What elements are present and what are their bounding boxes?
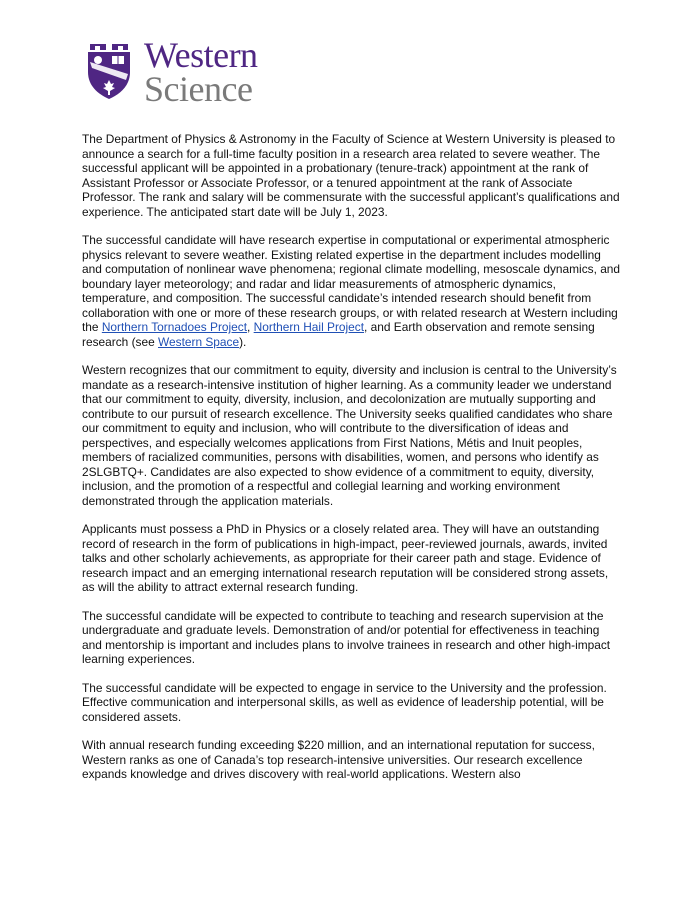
p2-end-text: ).	[239, 334, 247, 349]
paragraph-qualifications: Applicants must possess a PhD in Physics or a closely related area. They will have an outstanding record of research in the form of publications in high-impact, peer-reviewed journals, awards, invited talks and other scholarly achievements, as appropriate for their career path and stage. Evidence of research impact and an emerging international research reputation will be considered strong assets, as will the ability to attract external research funding.	[82, 522, 609, 594]
job-posting-body	[82, 132, 622, 796]
western-science-logo	[84, 35, 284, 109]
p2-separator: ,	[247, 320, 254, 334]
p2-text: The successful candidate will have research expertise in computational or experimental atmospheric physics relevant to severe weather. Existing related expertise in the department includes modelling and computation of nonlinear wave phenomena; regional climate modelling, mesoscale dynamics, and boundary layer meteorology; and radar and lidar measurements of atmospheric dynamics, temperature, and composition. The successful candidate’s intended research should benefit from collaboration with one or more of these research groups, or with related research at Western including the	[82, 233, 621, 334]
logo-western-text: Western	[144, 35, 258, 75]
logo-wordmark	[144, 35, 258, 109]
paragraph-research-funding: With annual research funding exceeding $220 million, and an international reputation for success, Western ranks as one of Canada’s top research-intensive universities. Our research excellence expands knowledge and drives discovery with real-world applications. Western also	[82, 738, 595, 781]
logo-science-text: Science	[144, 69, 253, 109]
p2-mid-text: , and Earth observation and remote sensing research (see	[82, 320, 595, 349]
paragraph-service: The successful candidate will be expected to engage in service to the University and the profession. Effective communication and interpersonal skills, as well as evidence of leadership potential, will be considered assets.	[82, 680, 607, 724]
link-western-space[interactable]: Western Space	[158, 334, 240, 349]
paragraph-equity-diversity: Western recognizes that our commitment to equity, diversity and inclusion is central to the University’s mandate as a research-intensive institution of higher learning. As a community leader we understand that our commitment to equity, diversity, inclusion, and decolonization are mutually supporting and contribute to our pursuit of research excellence. The University seeks qualified candidates who share our commitment to equity and inclusion, who will contribute to the diversification of ideas and perspectives, and especially welcomes applications from First Nations, Métis and Inuit peoples, members of racialized communities, persons with disabilities, women, and persons who identify as 2SLGBTQ+. Candidates are also expected to show evidence of a commitment to equity, diversity, inclusion, and the promotion of a respectful and collegial learning and working environment demonstrated through the application materials.	[82, 363, 617, 508]
link-northern-hail-project[interactable]: Northern Hail Project	[253, 320, 365, 334]
paragraph-intro: The Department of Physics & Astronomy in the Faculty of Science at Western University is pleased to announce a search for a full-time faculty position in a research area related to severe weather. The successful applicant will be appointed in a probationary (tenure-track) appointment at the rank of Assistant Professor or Associate Professor, or a tenured appointment at the rank of Associate Professor. The rank and salary will be commensurate with the successful applicant’s qualifications and experience. The anticipated start date will be July 1, 2023.	[82, 132, 620, 219]
link-northern-tornadoes-project[interactable]: Northern Tornadoes Project	[101, 320, 248, 334]
paragraph-research-expertise	[82, 233, 622, 349]
paragraph-teaching: The successful candidate will be expected to contribute to teaching and research supervision at the undergraduate and graduate levels. Demonstration of and/or potential for effectiveness in teaching and mentorship is important and includes plans to involve trainees in research and other high-impact learning experiences.	[82, 608, 611, 666]
western-shield-icon	[84, 40, 134, 100]
